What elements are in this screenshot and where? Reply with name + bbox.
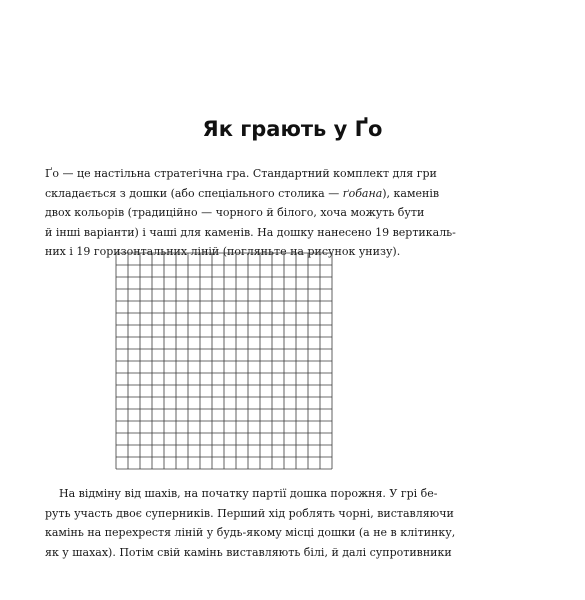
go-board-figure [115, 252, 333, 470]
intro-line: Ґо — це настільна стратегічна гра. Стандартний комплект для гри [45, 167, 437, 180]
rules-line: На відміну від шахів, на початку партії дошка порожня. У грі бе- [59, 487, 438, 500]
intro-line-text: складається з дошки (або спеціального столика — [45, 186, 343, 200]
rules-line: камінь на перехрестя ліній у будь-якому місці дошки (а не в клітинку, [45, 526, 456, 539]
intro-line [45, 184, 440, 204]
rules-line: руть участь двоє суперників. Перший хід роблять чорні, виставляючи [45, 506, 454, 520]
intro-line-text: ), каменів [382, 186, 440, 200]
rules-line: як у шахах). Потім свій камінь виставляють білі, й далі супротивники [45, 545, 452, 559]
intro-line: двох кольорів (традиційно — чорного й білого, хоча можуть бути [45, 206, 425, 219]
intro-line: них і 19 горизонтальних ліній (погляньте на рисунок унизу). [45, 245, 401, 258]
rules-paragraph [45, 484, 456, 562]
intro-line: й інші варіанти) і чаші для каменів. На дошку нанесено 19 вертикаль- [45, 225, 456, 239]
chapter-title: Як грають у Ґо [202, 117, 383, 141]
intro-paragraph [45, 164, 456, 262]
goban-term: ґобана [342, 186, 383, 200]
